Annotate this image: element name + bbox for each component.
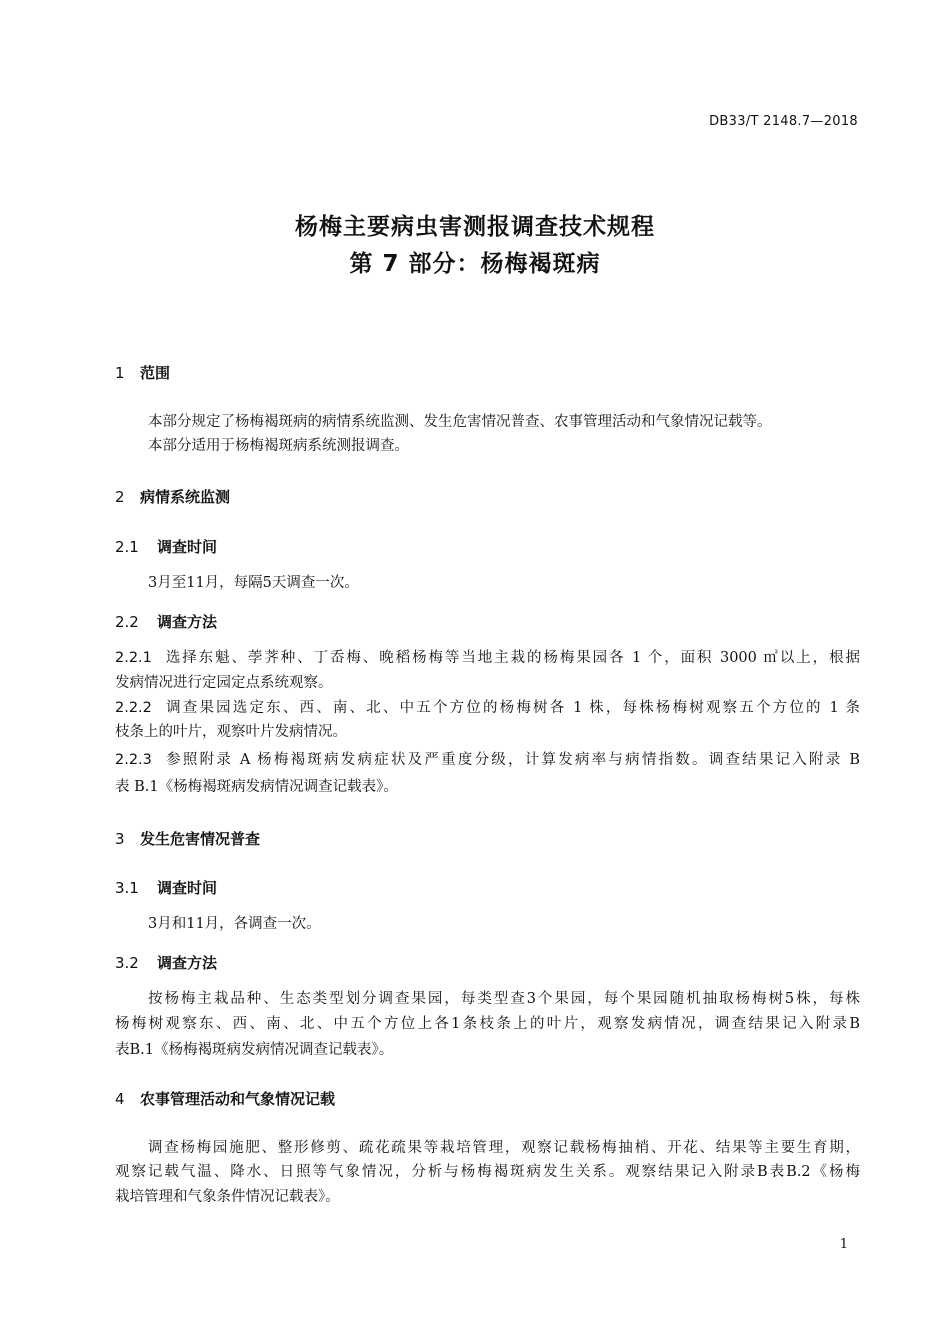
subsection-number: 3.1 bbox=[115, 879, 139, 897]
subsection-number: 2.2 bbox=[115, 613, 139, 631]
section-number: 2 bbox=[115, 488, 125, 506]
section-title: 发生危害情况普查 bbox=[140, 830, 261, 848]
subsection-2-1-text: 3月至11月，每隔5天调查一次。 bbox=[148, 575, 359, 591]
section-4-line-2: 观察记载气温、降水、日照等气象情况，分析与杨梅褐斑病发生关系。观察结果记入附录B表B.2《杨梅 bbox=[115, 1164, 860, 1180]
section-2-heading bbox=[115, 486, 230, 507]
subsection-3-2-line-3: 表B.1《杨梅褐斑病发病情况调查记载表》。 bbox=[115, 1042, 394, 1058]
subsection-2-2-heading bbox=[115, 611, 217, 632]
section-1-heading bbox=[115, 362, 170, 383]
item-number: 2.2.1 bbox=[115, 650, 152, 666]
section-number: 1 bbox=[115, 364, 125, 382]
page-number: 1 bbox=[839, 1237, 848, 1252]
item-text: 参照附录 A 杨梅褐斑病发病症状及严重度分级，计算发病率与病情指数。调查结果记入附录 B bbox=[163, 752, 860, 768]
item-2-2-1-line-1 bbox=[115, 648, 860, 668]
section-4-heading bbox=[115, 1088, 335, 1109]
section-1-paragraph-2: 本部分适用于杨梅褐斑病系统测报调查。 bbox=[148, 438, 409, 454]
document-subtitle: 第 7 部分：杨梅褐斑病 bbox=[349, 251, 601, 277]
section-title: 病情系统监测 bbox=[140, 488, 231, 506]
subsection-title: 调查时间 bbox=[157, 879, 218, 897]
item-number: 2.2.2 bbox=[115, 700, 152, 716]
section-4-line-3: 栽培管理和气象条件情况记载表》。 bbox=[115, 1189, 340, 1205]
subsection-title: 调查时间 bbox=[157, 538, 218, 556]
section-number: 3 bbox=[115, 830, 125, 848]
item-2-2-2-line-2: 枝条上的叶片，观察叶片发病情况。 bbox=[115, 724, 347, 740]
subsection-3-1-text: 3月和11月，各调查一次。 bbox=[148, 916, 321, 932]
subsection-title: 调查方法 bbox=[157, 613, 218, 631]
section-3-heading bbox=[115, 828, 260, 849]
subsection-3-2-line-2: 杨梅树观察东、西、南、北、中五个方位上各1条枝条上的叶片，观察发病情况，调查结果记入附录B bbox=[115, 1016, 860, 1032]
item-2-2-3-line-2: 表 B.1《杨梅褐斑病发病情况调查记载表》。 bbox=[115, 779, 398, 795]
item-text: 选择东魁、荸荠种、丁岙梅、晚稻杨梅等当地主栽的杨梅果园各 1 个，面积 3000 ㎡以上，根据 bbox=[163, 650, 860, 666]
item-2-2-3-line-1 bbox=[115, 750, 860, 770]
subsection-title: 调查方法 bbox=[157, 954, 218, 972]
section-1-paragraph-1: 本部分规定了杨梅褐斑病的病情系统监测、发生危害情况普查、农事管理活动和气象情况记载等。 bbox=[148, 414, 772, 430]
subsection-3-2-heading bbox=[115, 952, 217, 973]
subsection-number: 3.2 bbox=[115, 954, 139, 972]
document-title: 杨梅主要病虫害测报调查技术规程 bbox=[295, 214, 655, 240]
item-number: 2.2.3 bbox=[115, 752, 152, 768]
subsection-2-1-heading bbox=[115, 536, 217, 557]
item-2-2-2-line-1 bbox=[115, 698, 860, 718]
item-2-2-1-line-2: 发病情况进行定园定点系统观察。 bbox=[115, 675, 333, 691]
document-code: DB33/T 2148.7—2018 bbox=[709, 114, 858, 129]
item-text: 调查果园选定东、西、南、北、中五个方位的杨梅树各 1 株，每株杨梅树观察五个方位的 1 条 bbox=[163, 700, 860, 716]
subsection-3-1-heading bbox=[115, 877, 217, 898]
section-title: 农事管理活动和气象情况记载 bbox=[140, 1090, 336, 1108]
subsection-3-2-line-1: 按杨梅主栽品种、生态类型划分调查果园，每类型查3个果园，每个果园随机抽取杨梅树5株，每株 bbox=[148, 991, 860, 1007]
section-title: 范围 bbox=[140, 364, 171, 382]
section-number: 4 bbox=[115, 1090, 125, 1108]
subsection-number: 2.1 bbox=[115, 538, 139, 556]
section-4-line-1: 调查杨梅园施肥、整形修剪、疏花疏果等栽培管理，观察记载杨梅抽梢、开花、结果等主要生育期， bbox=[148, 1140, 860, 1156]
